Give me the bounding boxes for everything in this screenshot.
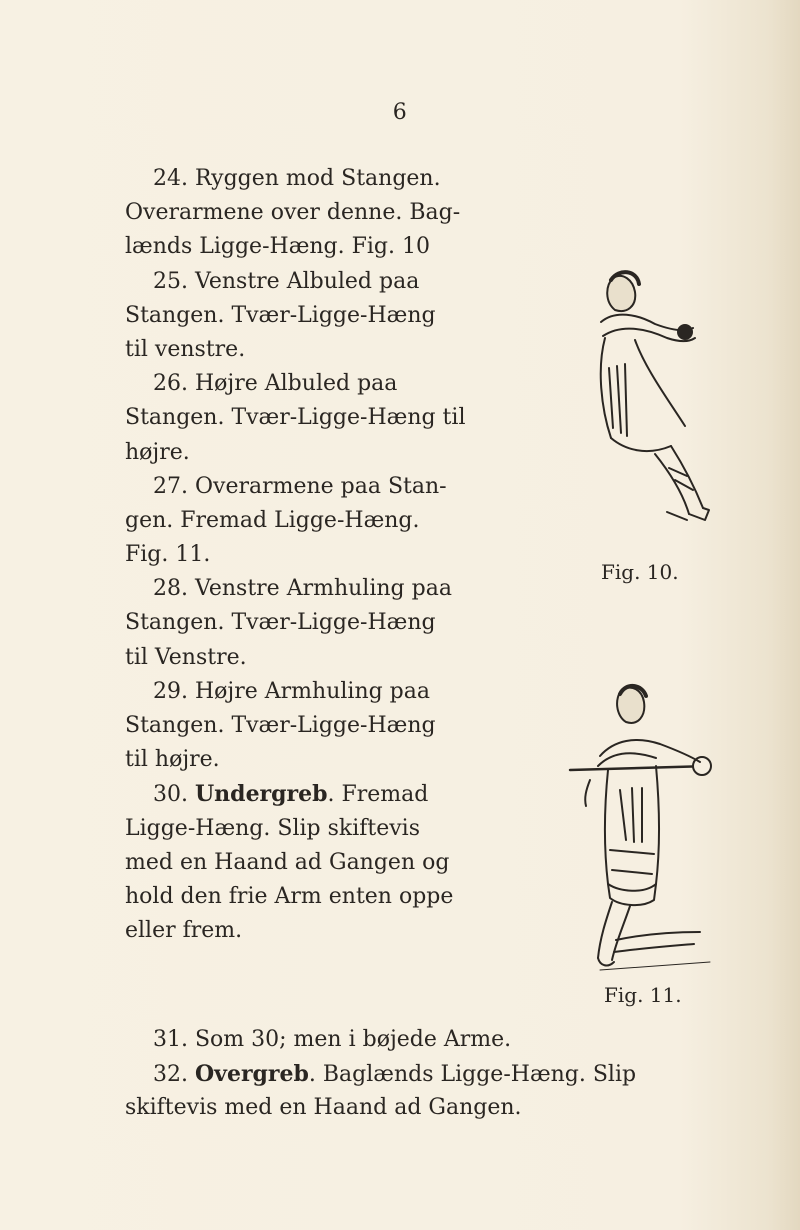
- text-line: 31. Som 30; men i bøjede Arme.: [153, 1027, 512, 1052]
- text-line: med en Haand ad Gangen og: [125, 849, 450, 875]
- text-line: Overarmene over denne. Bag-: [125, 200, 461, 226]
- text-line: Ligge-Hæng. Slip skiftevis: [125, 815, 421, 841]
- text-line: 28. Venstre Armhuling paa: [153, 576, 452, 602]
- text-line: Stangen. Tvær-Ligge-Hæng: [125, 302, 436, 328]
- text-line: Stangen. Tvær-Ligge-Hæng: [125, 610, 436, 636]
- text-line: lænds Ligge-Hæng. Fig. 10: [125, 234, 430, 260]
- full-width-text: [125, 1023, 745, 1126]
- page-number: 6: [392, 100, 408, 125]
- text-line: [125, 777, 545, 811]
- text-line: eller frem.: [125, 918, 243, 944]
- text-line: hold den frie Arm enten oppe: [125, 883, 454, 909]
- text-line: 29. Højre Armhuling paa: [153, 678, 430, 704]
- fig11-caption: Fig. 11.: [604, 983, 682, 1007]
- text-line: skiftevis med en Haand ad Gangen.: [125, 1095, 522, 1121]
- text-line: 26. Højre Albuled paa: [153, 371, 398, 397]
- text-fragment: . Fremad: [327, 782, 429, 808]
- item-number: 30.: [153, 782, 188, 808]
- text-column: [125, 162, 545, 948]
- text-line: til Venstre.: [125, 644, 247, 670]
- text-line: Stangen. Tvær-Ligge-Hæng: [125, 713, 436, 738]
- fig11-illustration: [560, 670, 720, 990]
- text-line: til højre.: [125, 747, 220, 773]
- text-fragment: . Baglænds Ligge-Hæng. Slip: [308, 1062, 637, 1088]
- term-undergreb: Undergreb: [195, 781, 328, 808]
- text-line: 25. Venstre Albuled paa: [153, 268, 420, 294]
- text-line: 27. Overarmene paa Stan-: [153, 473, 447, 499]
- text-line: til venstre.: [125, 336, 246, 362]
- fig10-illustration: [575, 258, 725, 548]
- text-line: gen. Fremad Ligge-Hæng.: [125, 507, 420, 533]
- text-line: Fig. 11.: [125, 542, 211, 568]
- text-line: 24. Ryggen mod Stangen.: [153, 166, 441, 191]
- item-number: 32.: [153, 1062, 188, 1088]
- term-overgreb: Overgreb: [195, 1061, 309, 1088]
- text-line: [125, 1057, 745, 1091]
- text-line: højre.: [125, 439, 190, 465]
- text-line: Stangen. Tvær-Ligge-Hæng til: [125, 405, 466, 431]
- fig10-caption: Fig. 10.: [601, 560, 679, 584]
